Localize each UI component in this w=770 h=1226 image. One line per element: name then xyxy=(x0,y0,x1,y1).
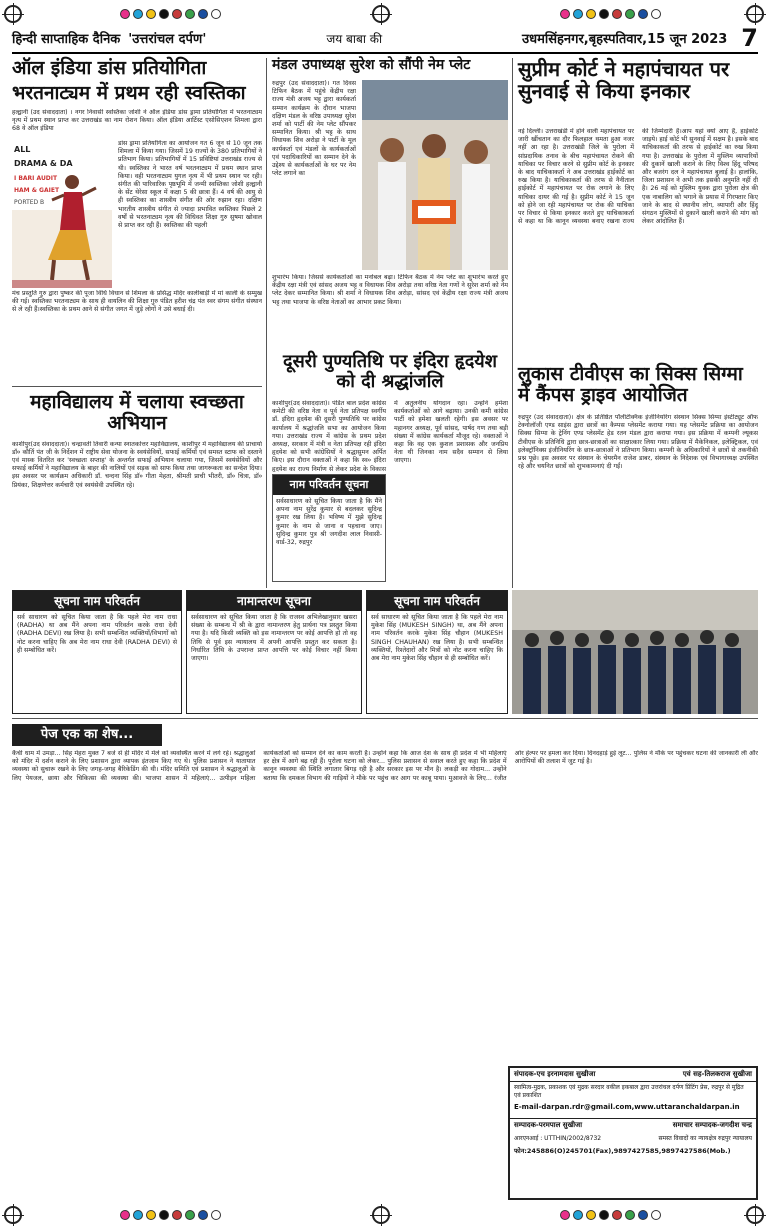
color-dot xyxy=(625,9,635,19)
color-dot xyxy=(560,1210,570,1220)
court-body: नई दिल्ली। उत्तराखंडी में होने वाली महापंचायत पर जारी खींचतान का दौर फिलहाल थमता हुआ नजर नहीं आ रहा है। उत्तराखंडी जिले के पुरोला में सांप्रदायिक तनाव के बीच महापंचायत रोकने की याचिका पर विचार करने से सुप्रीम कोर्ट के इनकार के बाद याचिकाकर्ता ने अब उत्तराखंड हाईकोर्ट का रुख किया है। याचिकाकर्ता की तरफ से नैनीताल हाईकोर्ट में महापंचायत पर रोक लगाने के लिए याचिका दायर की गई है। सुप्रीम कोर्ट ने 15 जून को होने जा रही महापंचायत पर रोक की याचिका पर विचार से किया इनकार करते हुए याचिकाकर्ता से कहा था कि कानून व्यवस्था बनाए रखना राज्य की जिम्मेदारी है।आप यहां क्यों आए हैं, हाईकोर्ट जाइये। हाई कोर्ट भी सुनवाई में सक्षम है। इसके बाद याचिकाकर्ता की तरफ से हाईकोर्ट का रुख किया गया है। उत्तराखंड के पुरोला में मुस्लिम व्यापारियों की दुकानें खाली कराने के लिए विश्व हिंदू परिषद और बजरंग दल ने महापंचायत बुलाई है। हालांकि, जिला प्रशासन ने अभी तक इसकी अनुमति नहीं दी है। 26 मई को मुस्लिम युवक द्वारा पुरोला क्षेत्र की एक नाबालिग को भगाने के प्रयास में गिरफ्तार किए जाने के बाद से स्थानीय लोग, व्यापारी और हिंदू संगठन मुस्लिमों से दुकानें खाली कराने की मांग को लेकर आंदोलित हैं। xyxy=(518,128,758,226)
color-dot xyxy=(120,1210,130,1220)
registration-mark-bottom-left-icon xyxy=(4,1206,22,1224)
dance-lead: हल्द्वानी (उद संवाददाता) । नगर निवासी स्वस्तिका जोशी ने ऑल इंडिया डांस ड्रामा प्रतियोगिता में भरतनाट्यम नृत्य में प्रथम स्थान प्राप्त कर उत्तराखंड का नाम रोशन किया। ऑल इंडिया आर्टिस्ट एसोसिएशन शिमला द्वारा 68 वे ऑल इंडिया xyxy=(12,108,262,132)
color-dot xyxy=(133,1210,143,1220)
color-dot xyxy=(211,1210,221,1220)
color-dot xyxy=(133,9,143,19)
column-rule xyxy=(512,58,513,588)
news-editor: समाचार सम्पादक-जगदीश चन्द्र xyxy=(672,1121,752,1129)
color-dot xyxy=(612,1210,622,1220)
notice-3-body: सर्व साधारण को सूचित किया जाता है कि पहले मेरा नाम मुकेश सिंह (MUKESH SINGH) था, अब मैंने अपना नाम परिवर्तन करके मुकेश सिंह चौहान (MUKESH SINGH CHAUHAN) रख लिया है। सभी सम्बन्धित व्यक्तियों, रिश्तेदारों और मित्रों को नोट करना चाहिए कि अब मेरा नाम मुकेश सिंह चौहान से ही सम्बोधित करें। xyxy=(371,614,503,663)
rni-number: आरएनआई : UTTHIN/2002/8732 xyxy=(514,1135,602,1142)
color-dot xyxy=(560,9,570,19)
notice-1-title: सूचना नाम परिवर्तन xyxy=(13,591,181,611)
page-number: 7 xyxy=(741,24,758,52)
registration-mark-bottom-right-icon xyxy=(746,1206,764,1224)
color-dot xyxy=(211,9,221,19)
dance-photo xyxy=(12,140,112,288)
managing-editor: सम्पादक-परमपाल सुखीजा xyxy=(514,1121,583,1129)
email-line: E-mail-darpan.rdr@gmail.com,www.uttaranchaldarpan.in xyxy=(514,1103,740,1111)
registration-mark-center-icon xyxy=(372,5,390,23)
imprint-box xyxy=(508,1066,758,1200)
registration-mark-right-icon xyxy=(746,5,764,23)
color-dot xyxy=(651,9,661,19)
page-footer xyxy=(0,1204,770,1226)
name-change-box xyxy=(272,474,386,582)
color-dots-bottom-right xyxy=(560,1210,661,1220)
dancer-figure-icon xyxy=(12,140,112,288)
registration-mark-left-icon xyxy=(4,5,22,23)
city-date: उधमसिंहनगर,बृहस्पतिवार,15 जून 2023 xyxy=(521,32,728,47)
center-slogan: जय बाबा की xyxy=(326,31,383,46)
nameplate-body-1: रुद्रपुर (उद संवाददाता)। गत दिवस टिफिन बैठक में पहुंचे केंद्रीय रक्षा राज्य मंत्री अजय भट्ट द्वारा कार्यकर्ता सम्मान कार्यक्रम के दौरान भाजपा दक्षिण मंडल के वरिष्ठ उपाध्यक्ष सुरेश शर्मा को पार्टी की नेम प्लेट सौंपकर सम्मानित किया। श्री भट्ट के साथ विधायक शिव अरोड़ा ने पार्टी के मूल कार्यकर्ता एवं मंडलों के कार्यकर्ताओं एवं पदाधिकारियों का सम्मान देने के उद्देश्य से कार्यकर्ताओं के घर पर नेम प्लेट लगाने का xyxy=(272,80,356,178)
paper-name: 'उत्तरांचल दर्पण' xyxy=(128,32,207,47)
svg-text:PORTED B: PORTED B xyxy=(14,199,45,206)
notice-1-body: सर्व साधारण को सूचित किया जाता है कि पहले मेरा नाम राधा (RADHA) था अब मैंने अपना नाम परिवर्तन करके राधा देवी (RADHA DEVI) रख लिया है। सभी सम्बन्धित व्यक्तियों/विभागों को नोट करना चाहिए कि अब मेरा नाम राधा देवी (RADHA DEVI) से ही सम्बोधित करें। xyxy=(17,614,177,654)
color-dot xyxy=(146,1210,156,1220)
color-dot xyxy=(612,9,622,19)
nameplate-body-2: शुभारंभ किया। जिससे कार्यकर्ताओं का मनोबल बढ़ा। टिफिन बैठक में नेम प्लेट का शुभारंभ करते हुए केंद्रीय रक्षा मंत्री एवं सांसद अजय भट्ट व विधायक शिव अरोड़ा तथा वरिष्ठ नेता गणों ने सुरेश शर्मा को नेम प्लेट देकर सम्मानित किया। श्री शर्मा ने विधायक शिव अरोड़ा, सांसद एवं केंद्रीय रक्षा राज्य मंत्री अजय भट्ट तथा भाजपा के वरिष्ठ नेताओं का आभार प्रकट किया। xyxy=(272,274,508,306)
color-dots-bottom-left xyxy=(120,1210,221,1220)
notice-3 xyxy=(366,590,508,714)
notice-2 xyxy=(186,590,362,714)
color-dot xyxy=(198,1210,208,1220)
page-one-rest-badge: पेज एक का शेष... xyxy=(12,724,162,746)
svg-text:I BARI AUDIT: I BARI AUDIT xyxy=(14,175,58,182)
editor-line: संपादक-एच इरनामदास सुखीजा xyxy=(514,1070,596,1078)
college-body: काशीपुर(उद संवाददाता)। चन्द्रावती तिवारी कन्या स्नातकोत्तर महाविद्यालय, काशीपुर में महाविद्यालय की प्राचार्या डॉ० कौर्ति पंत जी के निर्देशन में राष्ट्रीय सेवा योजना के स्वयंसेवियों, सफाई कर्मियों एवं समस्त स्टाफ को दस्ताने एवं मास्क वितरित कर 'स्वच्छता सप्ताह' के अन्तर्गत सफाई अभियान चलाया गया, जिसमें स्वयंसेवियों और सफाई कर्मियों ने महाविद्यालय के बाहर की नालियों एवं सड़क को साफ किया तथा जागरूकता का सन्देश दिया। इस अवसर पर कार्यक्रम अधिकारी डॉ. चन्दना सिंह डॉ० गीता मेहता, श्रीमती प्राची भीतरी, डॉ० चित्रा, डॉ० प्रियंका, शिक्षणेत्तर कर्मचारी एवं स्वयंसेवी उपस्थित रहे। xyxy=(12,440,262,489)
article-supreme-court xyxy=(518,58,758,358)
notice-1 xyxy=(12,590,182,714)
color-dot xyxy=(185,1210,195,1220)
publisher-line: स्वामित्व-मुद्रक, प्रकाशक एवं मुद्रक सरदार वकील इकबाल द्वारा उत्तरांचल दर्पण प्रिंटिंग प्रेस, रुद्रपुर से मुद्रित एवं प्रकाशित xyxy=(514,1084,744,1099)
color-dot xyxy=(159,1210,169,1220)
rule xyxy=(12,718,758,719)
page-header xyxy=(0,0,770,58)
color-dots-left xyxy=(120,9,221,19)
svg-text:ALL: ALL xyxy=(14,145,31,154)
co-editor-line: एवं सह-तिलकराज सुखीजा xyxy=(682,1070,752,1078)
color-dot xyxy=(573,1210,583,1220)
article-indira xyxy=(272,352,508,588)
lucas-body: रुद्रपुर (उद संवाददाता)। क्षेत्र के प्रतिष्ठित पॉलीटेक्निक इंजीनियरिंग संस्थान सिक्स सिग्मा इंस्टीट्यूट ऑफ टेक्नोलॉजी एण्ड साइंस द्वारा छात्रों का कैम्पस प्लेसमेंट कराया गया। यह प्लेसमेंट प्रक्रिया का आयोजन सिक्स सिग्मा के ट्रेनिंग एण्ड प्लेसमेंट हेड रतन मंडल द्वारा कराया गया। इस प्रक्रिया में कम्पनी ल्यूकस टीवीएस के प्रतिनिधि द्वारा छात्र-छात्राओं का साक्षात्कार लिया गया। प्रक्रिया में मैकेनिकल, इलेक्ट्रिकल, एवं इलेक्ट्रॉनिक्स इंजीनियरिंग के छात्र-छात्राओं ने प्रतिभाग किया। कम्पनी के अधिकारियों ने छात्रों से तकनीकी प्रश्न पूछे। इस अवसर पर संस्थान के चेयरमैन राजेश डाबर, संस्थान के निदेशक एवं विभागाध्यक्ष उपस्थित रहे और चयनित छात्रों को शुभकामनाएं दी गईं। xyxy=(518,414,758,471)
color-dot xyxy=(638,1210,648,1220)
students-photo-icon xyxy=(512,590,758,714)
svg-text:HAM & GAIET: HAM & GAIET xyxy=(14,187,60,194)
indira-headline: दूसरी पुण्यतिथि पर इंदिरा हृदयेश को दी श्रद्धांजलि xyxy=(283,351,497,393)
college-headline: महाविद्यालय में चलाया स्वच्छता अभियान xyxy=(30,391,244,435)
header-rule xyxy=(12,52,758,54)
phone-line: फोन:245886(O)245701(Fax),9897427585,9897427586(Mob.) xyxy=(514,1147,731,1155)
court-headline: सुप्रीम कोर्ट ने महापंचायत पर सुनवाई से किया इनकार xyxy=(518,57,730,104)
notice-3-title: सूचना नाम परिवर्तन xyxy=(367,591,507,611)
column-rule xyxy=(266,58,267,588)
color-dot xyxy=(172,1210,182,1220)
color-dot xyxy=(586,9,596,19)
color-dot xyxy=(146,9,156,19)
color-dot xyxy=(198,9,208,19)
color-dot xyxy=(120,9,130,19)
nameplate-headline: मंडल उपाध्यक्ष सुरेश को सौंपी नेम प्लेट xyxy=(272,57,471,73)
color-dot xyxy=(159,9,169,19)
lucas-group-photo xyxy=(512,590,758,714)
dance-headline-2: भरतनाट्यम में प्रथम रही स्वस्तिका xyxy=(12,82,246,105)
color-dots-right xyxy=(560,9,661,19)
edition-label: हिन्दी साप्ताहिक दैनिक xyxy=(12,32,121,47)
page-one-rest-body: कैंची धाम में उमड़ा... सिंह मेहरा मुक्त 7 बजे से ही मंदिर में मेले को व्यवस्थित करने में लगे रहे। श्रद्धालुओं को मंदिर में दर्शन कराने के लिए प्रशासन द्वारा व्यापक इंतजाम किए गए थे। पुलिस प्रशासन ने यातायात व्यवस्था को सुचारू रखने के लिए जगह-जगह बैरिकेडिंग की थी। मंदिर समिति एवं प्रशासन ने श्रद्धालुओं के लिए पेयजल, छाया और चिकित्सा की व्यवस्था की। भाजपा शासन में महिलाएं... उत्पीड़न महिला कार्यकर्ताओं को सम्मान देने का काम करती है। उन्होंने कहा कि आज देश के साथ ही प्रदेश में भी महिलाएं हर क्षेत्र में आगे बढ़ रही हैं। पुरोला घटना को लेकर... पुलिस प्रशासन से सवाल करते हुए कहा कि प्रदेश में कानून व्यवस्था की स्थिति लगातार बिगड़ रही है और सरकार इस पर मौन है। लकड़ी का गोदाम... उन्होंने बताया कि दमकल विभाग की गाड़ियों ने मौके पर पहुंच कर आग पर काबू पाया। मुआवजे के लिए... रंजीत ओर हेल्पर पर हमला कर दिया। दिनदहाड़े हुई लूट... पुलिस ने मौके पर पहुंचकर घटना की जानकारी ली और आरोपियों की तलाश में जुट गई है। xyxy=(12,750,758,782)
article-dance xyxy=(12,58,262,388)
nameplate-photo xyxy=(362,80,508,270)
color-dot xyxy=(172,9,182,19)
color-dot xyxy=(638,9,648,19)
group-photo-icon xyxy=(362,80,508,270)
article-college xyxy=(12,392,262,582)
dance-side-text: डांस ड्रामा प्रतियोगिता का आयोजन गत 6 जून से 10 जून तक शिमला में किया गया। जिसमें 19 राज्यों के 380 प्रतिभागियों ने प्रतिभाग किया। प्रतिभागियों में 15 प्रविष्टियां उत्तराखंड राज्य से थी। स्वस्तिका ने भारत वर्ष भरतनाट्यम में प्रथम स्थान प्राप्त किया। वही भरतनाट्यम युगल नृत्य में भी प्रथम स्थान पर रही। संगीत की पारिवारिक पृष्ठभूमि में जन्मी स्वस्तिका जोशी हल्द्वानी के सेंट थेरेसा स्कूल में कक्षा 5 की छात्रा हैं। 4 वर्ष की आयु से ही स्वस्तिका का शास्त्रीय संगीत की ओर रुझान रहा। दक्षिण भारतीय शास्त्रीय संगीत से ज्यादा प्रभावित स्वस्तिका पिछले 2 वर्षों से भरतनाट्यम नृत्य की विधिवत शिक्षा गुरु सुषमा खोवाल से प्राप्त कर रही हैं। स्वस्तिका की पहली xyxy=(118,140,262,230)
notice-2-title: नामान्तरण सूचना xyxy=(187,591,361,611)
svg-text:DRAMA & DA: DRAMA & DA xyxy=(14,159,73,168)
jurisdiction: समस्त विवादों का न्यायक्षेत्र रुद्रपुर न्यायालय xyxy=(658,1135,752,1142)
registration-mark-bottom-center-icon xyxy=(372,1206,390,1224)
dance-rest-text: मंच प्रस्तुति गुरु द्वारा पुष्कर की पूजा विधि विधान से शिमला के प्रसिद्ध मंदिर कालीबाड़ी में मां काली के सम्मुख की गई। स्वस्तिका भरतनाट्यम के साथ ही वायलिन की शिक्षा गुरु पंडित हरीश चंद्र पंत स्वर संगम संगीत संस्थान से ले रही हैं।स्वस्तिका के प्रथम आने से संगीत जगत में जुड़े लोगों ने उसे बधाई दी। xyxy=(12,290,262,314)
indira-body: काशीपुर(उद संवाददाता)। पंडित बाल प्रदेश कांग्रेस कमेटी की वरिष्ठ नेता व पूर्व नेता प्रतिपक्ष स्वर्गीय डॉ. इंदिरा हृदयेश की दूसरी पुण्यतिथि पर कांग्रेस कार्यालय में श्रद्धांजलि सभा का आयोजन किया गया। उत्तराखंड राज्य में कांग्रेस के प्रथम प्रदेश अध्यक्ष, सरकार में मंत्री व नेता प्रतिपक्ष रही इंदिरा हृदयेश को सभी कांग्रेसियों ने श्रद्धासुमन अर्पित किए। इस दौरान वक्ताओं ने कहा कि स्व० इंदिरा हृदयेश का राज्य निर्माण से लेकर प्रदेश के विकास में अतुलनीय योगदान रहा। उन्होंने हमेशा कार्यकर्ताओं को आगे बढ़ाया। उनकी कमी कांग्रेस पार्टी को हमेशा खलती रहेगी। इस अवसर पर महानगर अध्यक्ष, पूर्व सांसद, पार्षद गण तथा बड़ी संख्या में कांग्रेस कार्यकर्ता मौजूद रहे। वक्ताओं ने कहा कि वह एक कुशल प्रशासक और जनप्रिय नेता थी जिनका नाम सदैव सम्मान से लिया जाएगा। xyxy=(272,400,508,473)
article-nameplate xyxy=(272,58,508,348)
color-dot xyxy=(625,1210,635,1220)
color-dot xyxy=(599,9,609,19)
color-dot xyxy=(651,1210,661,1220)
article-lucas xyxy=(518,364,758,588)
color-dot xyxy=(599,1210,609,1220)
color-dot xyxy=(573,9,583,19)
rule xyxy=(12,386,262,387)
dance-headline-1: ऑल इंडिया डांस प्रतियोगिता xyxy=(12,57,207,79)
name-change-body: सर्वसाधारण को सूचित किया जाता है कि मैंने अपना नाम सुरेंद्र कुमार से बदलकर सुदिन्द्र कुमार रख लिया है। भविष्य में मुझे सुदिन्द्र कुमार के नाम से जाना व पहचाना जाए। सुदिन्द्र कुमार पुत्र श्री जगदीश लाल निवासी-वार्ड-32, रुद्रपुर xyxy=(276,498,382,547)
notice-2-body: सर्वसाधारण को सूचित किया जाता है कि राजस्व अभिलेखानुसार खसरा संख्या के सम्बन्ध में श्री के द्वारा नामान्तरण हेतु प्रार्थना पत्र प्रस्तुत किया गया है। यदि किसी व्यक्ति को इस नामान्तरण पर कोई आपत्ति हो तो वह तिथि से पूर्व इस न्यायालय में अपनी आपत्ति प्रस्तुत कर सकता है। निर्धारित तिथि के उपरान्त प्राप्त आपत्ति पर कोई विचार नहीं किया जाएगा। xyxy=(191,614,357,663)
masthead-line xyxy=(12,24,758,52)
color-dot xyxy=(586,1210,596,1220)
lucas-headline: लुकास टीवीएस का सिक्स सिग्मा में कैंपस ड्राइव आयोजित xyxy=(518,363,743,407)
color-dot xyxy=(185,9,195,19)
name-change-badge: नाम परिवर्तन सूचना xyxy=(273,475,385,495)
